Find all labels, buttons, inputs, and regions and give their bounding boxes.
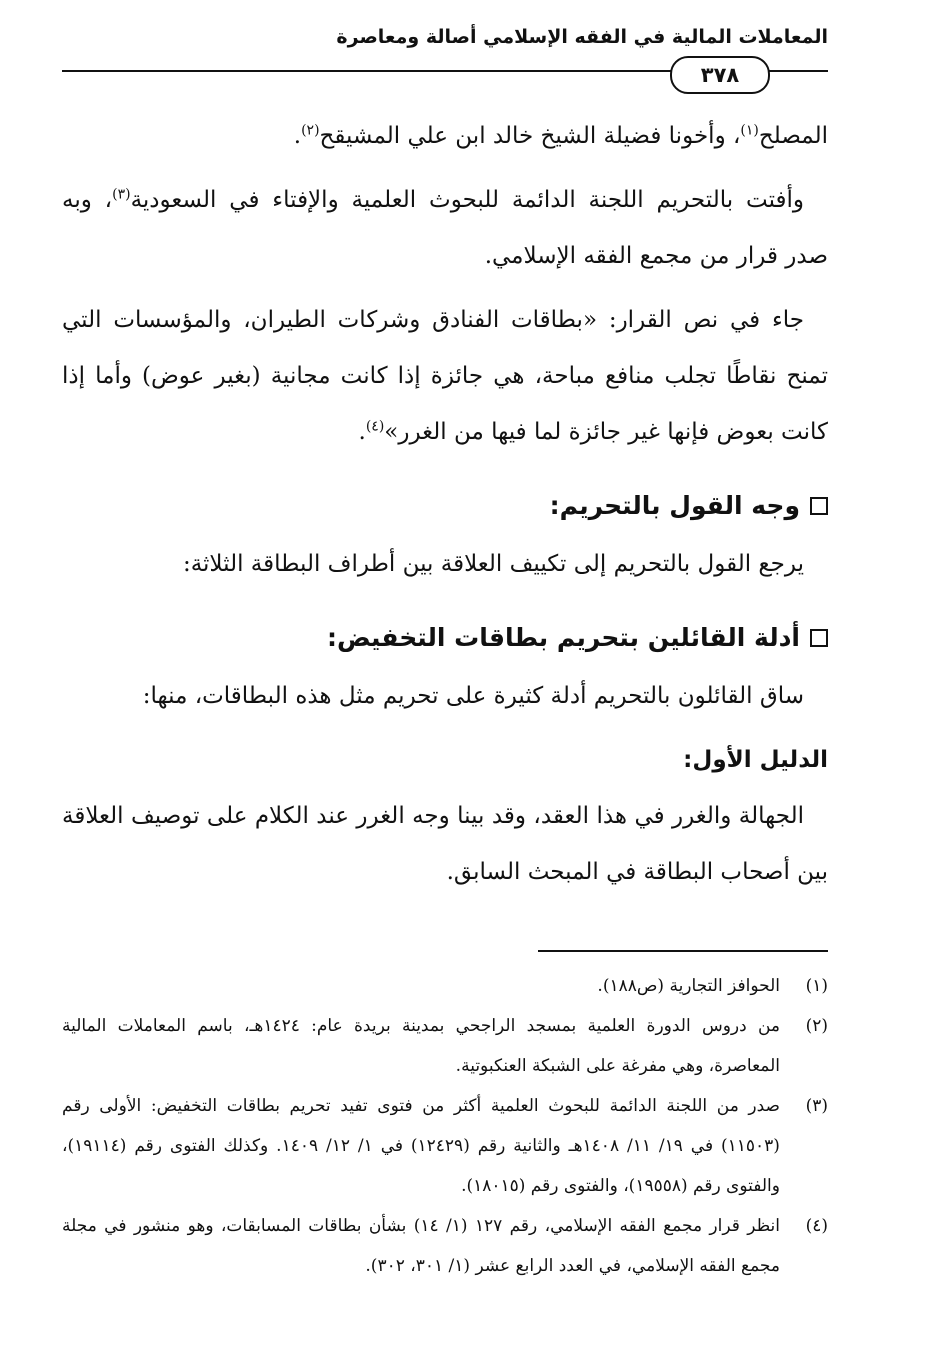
square-bullet-icon [810,497,828,515]
footnote-text: من دروس الدورة العلمية بمسجد الراجحي بمدينة بريدة عام: ١٤٢٤هـ، باسم المعاملات المالية المعاصرة، وهي مفرغة على الشبكة العنكبوتية. [62,1016,780,1076]
text-run: جاء في نص القرار: «بطاقات الفنادق وشركات الطيران، والمؤسسات التي تمنح نقاطًا تجلب منافع مباحة، هي جائزة إذا كانت مجانية (بغير عوض) وأما إذا كانت بعوض فإنها غير جائزة لما فيها من الغرر» [62,307,829,445]
evidence-label: الدليل الأول: [683,747,828,773]
footnote-ref-1[interactable]: (١) [740,122,759,139]
running-header [62,26,828,106]
section-heading-text: وجه القول بالتحريم: [549,491,800,520]
footnote-ref-3[interactable]: (٣) [112,186,131,203]
footnote-ref-2[interactable]: (٢) [301,122,320,139]
text-run: ، وأخونا فضيلة الشيخ خالد ابن علي المشيقح [319,123,741,149]
text-run: وأفتت بالتحريم اللجنة الدائمة للبحوث العلمية والإفتاء في السعودية [130,187,804,213]
footnotes [62,966,828,1286]
footnote-item [62,1006,828,1086]
footnote-text: صدر من اللجنة الدائمة للبحوث العلمية أكثر من فتوى تفيد تحريم بطاقات التخفيض: الأولى رقم (١١٥٠٣) في ١٩/ ١١/ ١٤٠٨هـ والثانية رقم (١٢٤٢٩) في ١/ ١٢/ ١٤٠٩. وكذلك الفتوى رقم (١٩١١٤)، والفتوى رقم (١٩٥٥٨)، والفتوى رقم (١٨٠١٥). [62,1096,780,1196]
footnote-separator [538,950,828,952]
paragraph-5: ساق القائلون بالتحريم أدلة كثيرة على تحريم مثل هذه البطاقات، منها: [142,683,804,709]
section-heading [62,608,828,668]
text-run: . [358,419,366,445]
section-heading [62,476,828,536]
page-number: ٣٧٨ [670,56,770,94]
paragraph-3 [62,292,828,460]
text-run: المصلح [758,123,828,149]
footnote-ref-4[interactable]: (٤) [365,418,385,435]
footnote-item [62,966,828,1006]
section-heading-text: أدلة القائلين بتحريم بطاقات التخفيض: [326,623,800,652]
footnote-number: (٤) [805,1216,828,1236]
paragraph-4: يرجع القول بالتحريم إلى تكييف العلاقة بين أطراف البطاقة الثلاثة: [182,551,804,577]
footnote-number: (١) [805,976,828,996]
text-run: ، وبه صدر قرار من مجمع الفقه الإسلامي. [62,187,828,269]
text-run: . [293,123,302,149]
footnote-item [62,1086,828,1206]
footnote-number: (٣) [805,1096,828,1116]
footnote-text: انظر قرار مجمع الفقه الإسلامي، رقم ١٢٧ (١/ ١٤) بشأن بطاقات المسابقات، وهو منشور في مجلة مجمع الفقه الإسلامي، في العدد الرابع عشر (١/ ٣٠١، ٣٠٢). [62,1216,780,1276]
footnote-text: الحوافز التجارية (ص١٨٨). [597,976,780,996]
paragraph-6: الجهالة والغرر في هذا العقد، وقد بينا وجه الغرر عند الكلام على توصيف العلاقة بين أصحاب البطاقة في المبحث السابق. [62,803,828,885]
footnote-number: (٢) [805,1016,828,1036]
paragraph-2 [62,172,828,284]
paragraph-1 [62,108,828,164]
main-text [62,108,828,900]
book-title: المعاملات المالية في الفقه الإسلامي أصالة ومعاصرة [336,26,828,48]
footnote-item [62,1206,828,1286]
square-bullet-icon [810,629,828,647]
